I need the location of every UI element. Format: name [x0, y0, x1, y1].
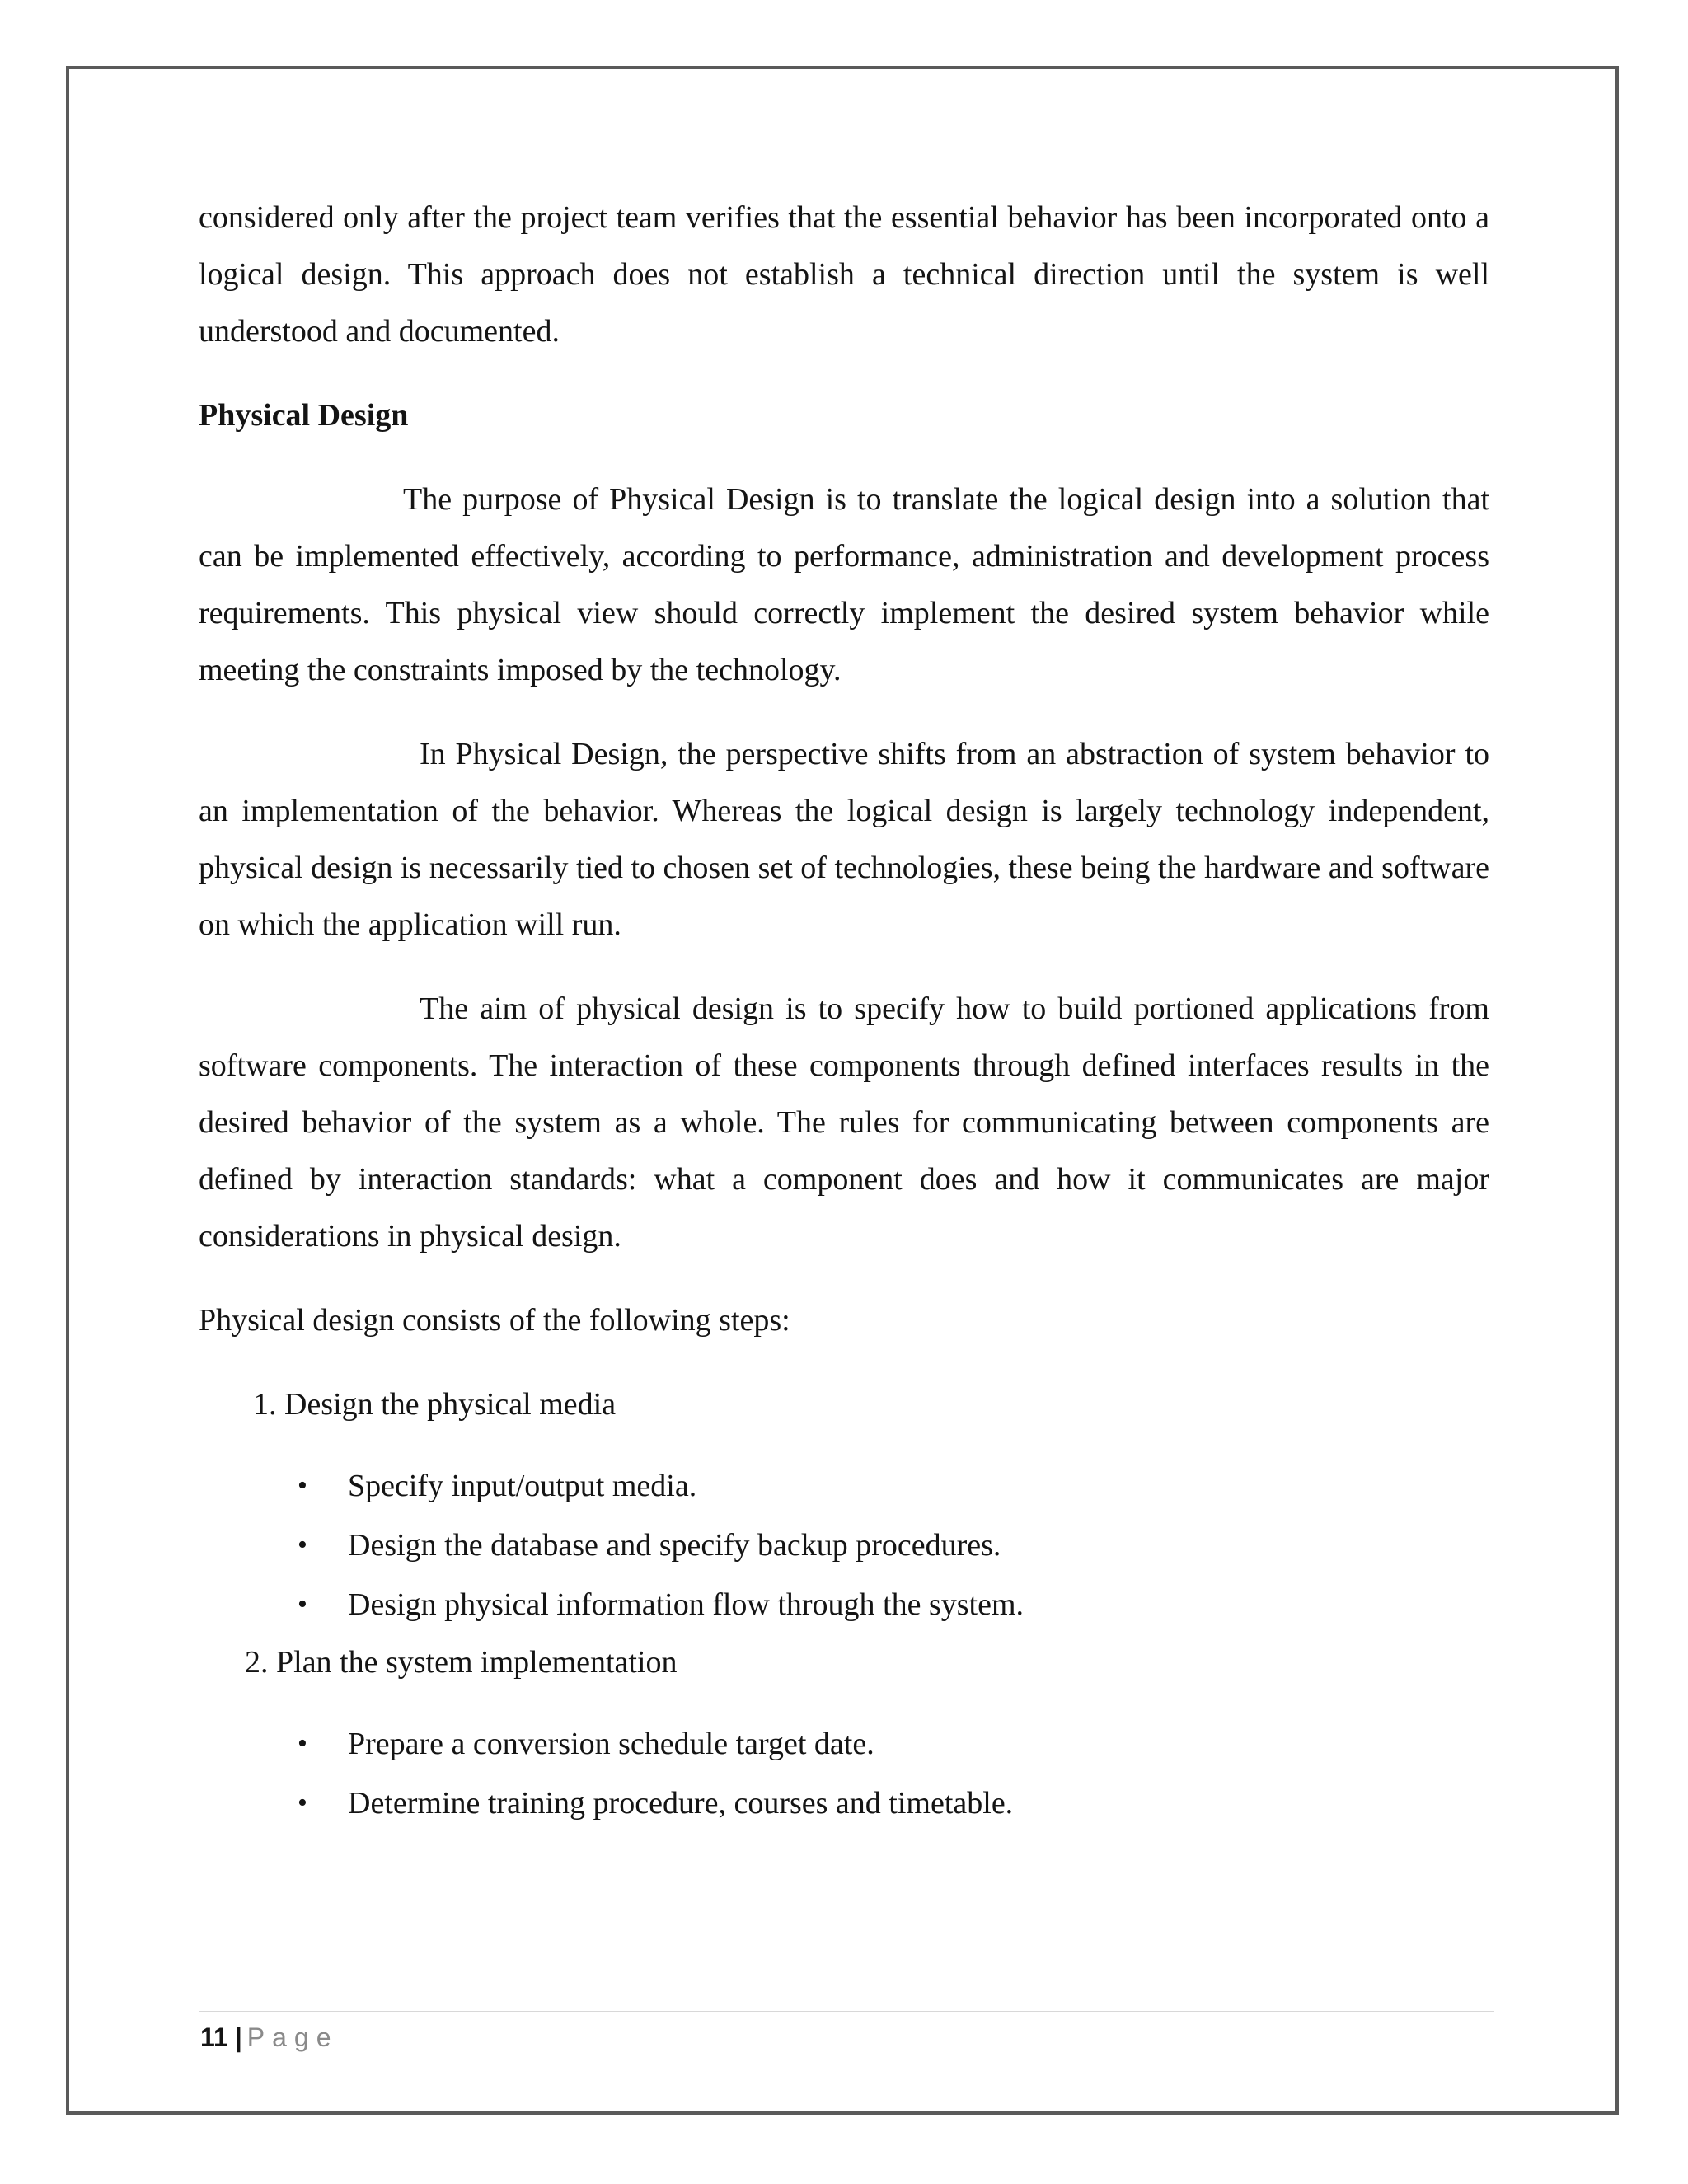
- step-2-bullet-list: [199, 1714, 1489, 1833]
- paragraph-purpose: The purpose of Physical Design is to translate the logical design into a solution that can be implemented effectively, according to performance, administration and development process requirements. This physical view should correctly implement the desired system behavior while meeting the constraints imposed by the technology.: [199, 482, 1489, 687]
- bullet-icon: •: [298, 1788, 307, 1818]
- page-label: Page: [246, 2022, 339, 2052]
- paragraph-aim: The aim of physical design is to specify how to build portioned applications from software components. The interaction of these components through defined interfaces results in the desired behavior of the system as a whole. The rules for communicating between components are defined by interaction standards: what a component does and how it communicates are major considerations in physical design.: [199, 991, 1489, 1254]
- list-item-text: Design physical information flow through the system.: [348, 1587, 1025, 1622]
- footer-divider: [199, 2011, 1494, 2012]
- page-footer: [200, 2019, 339, 2055]
- list-item: [199, 1575, 1489, 1634]
- page-content: [199, 190, 1489, 1833]
- list-item-text: Determine training procedure, courses and timetable.: [348, 1786, 1014, 1821]
- bullet-icon: •: [298, 1530, 307, 1560]
- list-item: [199, 1456, 1489, 1516]
- list-item-text: Prepare a conversion schedule target date.: [348, 1727, 874, 1761]
- intro-paragraph: considered only after the project team verifies that the essential behavior has been incorporated onto a logical design. This approach does not establish a technical direction until the system is well understood and documented.: [199, 200, 1489, 349]
- step-1-label: 1. Design the physical media: [253, 1387, 617, 1422]
- list-item: [199, 1774, 1489, 1833]
- bullet-icon: •: [298, 1470, 307, 1501]
- list-item-text: Design the database and specify backup procedures.: [348, 1528, 1001, 1563]
- step-2-label: 2. Plan the system implementation: [245, 1645, 678, 1680]
- footer-separator: |: [234, 2022, 242, 2052]
- step-1-bullet-list: [199, 1456, 1489, 1634]
- section-heading: Physical Design: [199, 398, 409, 433]
- list-item: [199, 1714, 1489, 1774]
- steps-intro: Physical design consists of the following steps:: [199, 1303, 790, 1338]
- bullet-icon: •: [298, 1728, 307, 1759]
- bullet-icon: •: [298, 1589, 307, 1619]
- paragraph-perspective: In Physical Design, the perspective shifts from an abstraction of system behavior to an implementation of the behavior. Whereas the logical design is largely technology independent, physical design is necessarily tied to chosen set of technologies, these being the hardware and software on which the application will run.: [199, 737, 1489, 942]
- list-item: [199, 1516, 1489, 1575]
- list-item-text: Specify input/output media.: [348, 1469, 697, 1503]
- page-number: 11: [200, 2022, 228, 2052]
